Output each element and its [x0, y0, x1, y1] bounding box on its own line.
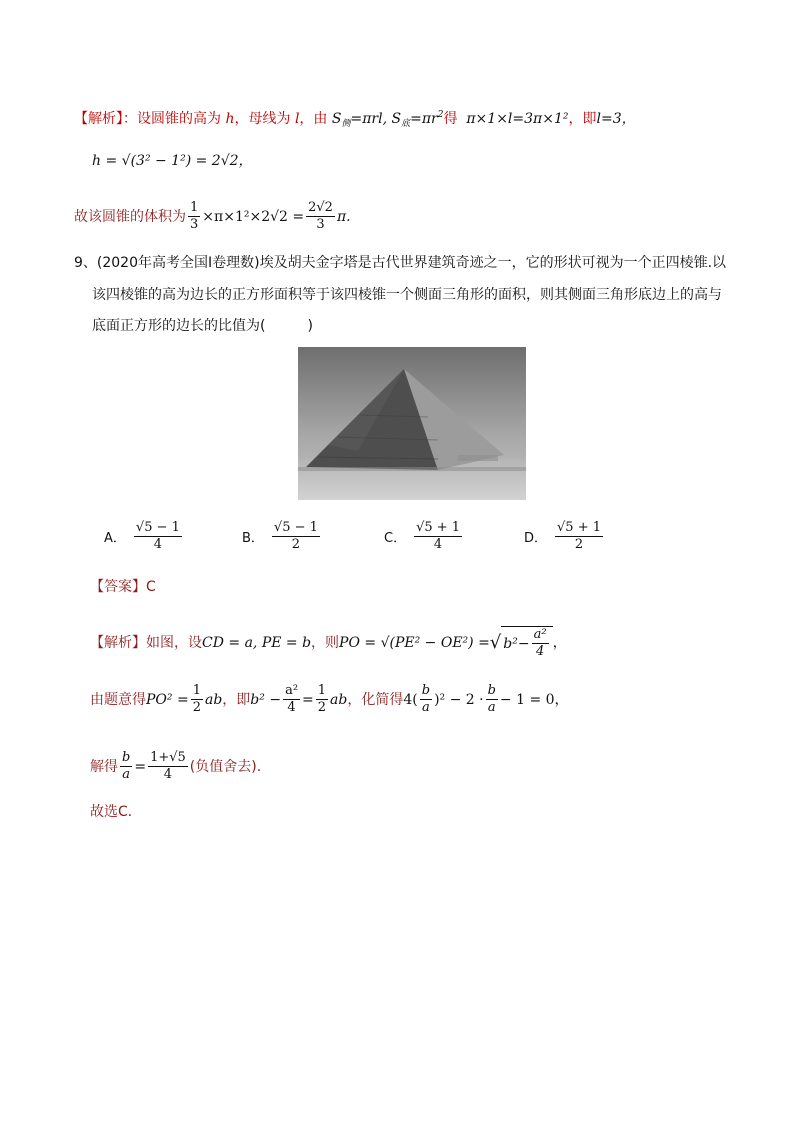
pyramid-photo [298, 347, 526, 500]
answer-line [90, 577, 156, 597]
option-fraction: $\frac{√5 + 1}{4}$ [416, 520, 461, 552]
option-label: A． [104, 531, 126, 546]
analysis-line-1 [74, 105, 636, 134]
fraction-b-a: $\frac{b}{a}$ [421, 683, 431, 715]
analysis-line-3 [74, 200, 351, 233]
formula-end: − 1 = 0， [499, 691, 569, 708]
fraction-half: $\frac{1}{2}$ [192, 683, 201, 715]
analysis-text: ，即 [568, 111, 597, 127]
formula-eq: π×1×l=3π×1² [466, 111, 569, 127]
question-9-line-3: 底面正方形的边长的比值为( ) [92, 318, 313, 334]
formula-h: h = √(3² − 1²) = 2√2， [92, 153, 253, 169]
option-label: B． [242, 531, 264, 546]
analysis2-text: ，化简得 [347, 691, 404, 708]
option-fraction: $\frac{√5 - 1}{4}$ [135, 520, 180, 552]
analysis2-line-3 [90, 750, 261, 783]
comma: ， [552, 635, 567, 651]
formula-l3: l=3， [596, 111, 636, 127]
volume-tail: π. [336, 208, 351, 225]
analysis2-text: ，即 [222, 691, 251, 708]
formula-ab: ab [330, 691, 348, 708]
analysis2-tag: 【解析】 [90, 635, 146, 651]
fraction-b-a: $\frac{b}{a}$ [487, 683, 496, 715]
var-h: h [225, 111, 235, 127]
formula-ab: ab [204, 691, 223, 708]
fraction-a2-4: $\frac{\text{a²}}{4}$ [285, 683, 299, 715]
answer-tag: 【答案】 [90, 579, 146, 595]
formula-po: PO = √(PE² − OE²) = [339, 635, 490, 651]
analysis2-line-4: 故选C． [90, 804, 142, 820]
analysis-line-2 [92, 151, 253, 171]
formula-b2: b² − [250, 691, 282, 708]
option-fraction: $\frac{√5 + 1}{2}$ [557, 520, 601, 552]
analysis2-line-1 [90, 626, 567, 660]
option-d[interactable] [524, 520, 605, 553]
option-label: D． [524, 531, 548, 546]
formula-sqrt-body: b²− $\frac{\text{a²}}{4}$ [501, 626, 552, 660]
question-9-line-1: 9、(2020年高考全国Ⅰ卷理数)埃及胡夫金字塔是古代世界建筑奇迹之一，它的形状可视为一个正四棱锥.以 [74, 255, 727, 271]
fraction-one-third: $\frac{1}{3}$ [190, 200, 199, 232]
option-label: C． [384, 531, 407, 546]
fraction-b-a: $\frac{b}{a}$ [122, 750, 131, 782]
formula-surface: $S_侧=\pi rl$, $S_底=\pi r^2$ [331, 110, 444, 129]
formula-po2: PO² = [146, 691, 189, 708]
sqrt-sign: √ [489, 632, 502, 653]
analysis-text: ，由 [299, 111, 328, 127]
option-fraction: $\frac{√5 - 1}{2}$ [273, 520, 318, 552]
analysis2-text: 解得 [90, 758, 118, 775]
analysis2-text: 如图，设 [146, 635, 202, 651]
question-9-line-2: 该四棱锥的高为边长的正方形面积等于该四棱锥一个侧面三角形的面积，则其侧面三角形底边上的高与 [92, 287, 722, 303]
fraction-result: $\frac{2√2}{3}$ [308, 200, 333, 232]
var-l: l [294, 111, 300, 127]
formula-mid: )² − 2 · [434, 691, 484, 708]
equals-sign: = [302, 691, 314, 708]
analysis-text: ：设圆锥的高为 [123, 111, 221, 127]
option-b[interactable] [242, 520, 322, 553]
fraction-half: $\frac{1}{2}$ [317, 683, 327, 715]
volume-text: 故该圆锥的体积为 [74, 208, 186, 225]
equals-sign: = [134, 758, 147, 775]
option-c[interactable] [384, 520, 464, 553]
analysis2-line-2 [90, 683, 569, 716]
analysis-text: ，母线为 [234, 111, 291, 127]
formula-vars: CD = a, PE = b [202, 635, 312, 651]
formula-four: 4( [403, 691, 418, 708]
answer-value: C [146, 579, 156, 595]
fraction-solution: $\frac{1+√5}{4}$ [150, 750, 186, 782]
analysis-tag: 【解析】 [74, 111, 123, 127]
option-a[interactable] [104, 520, 184, 553]
analysis2-note: (负值舍去). [189, 758, 262, 775]
analysis2-text: ，则 [311, 635, 340, 651]
volume-formula: ×π×1²×2√2 = [202, 208, 305, 225]
analysis2-text: 由题意得 [90, 691, 146, 708]
analysis-text: 得 [443, 111, 458, 127]
